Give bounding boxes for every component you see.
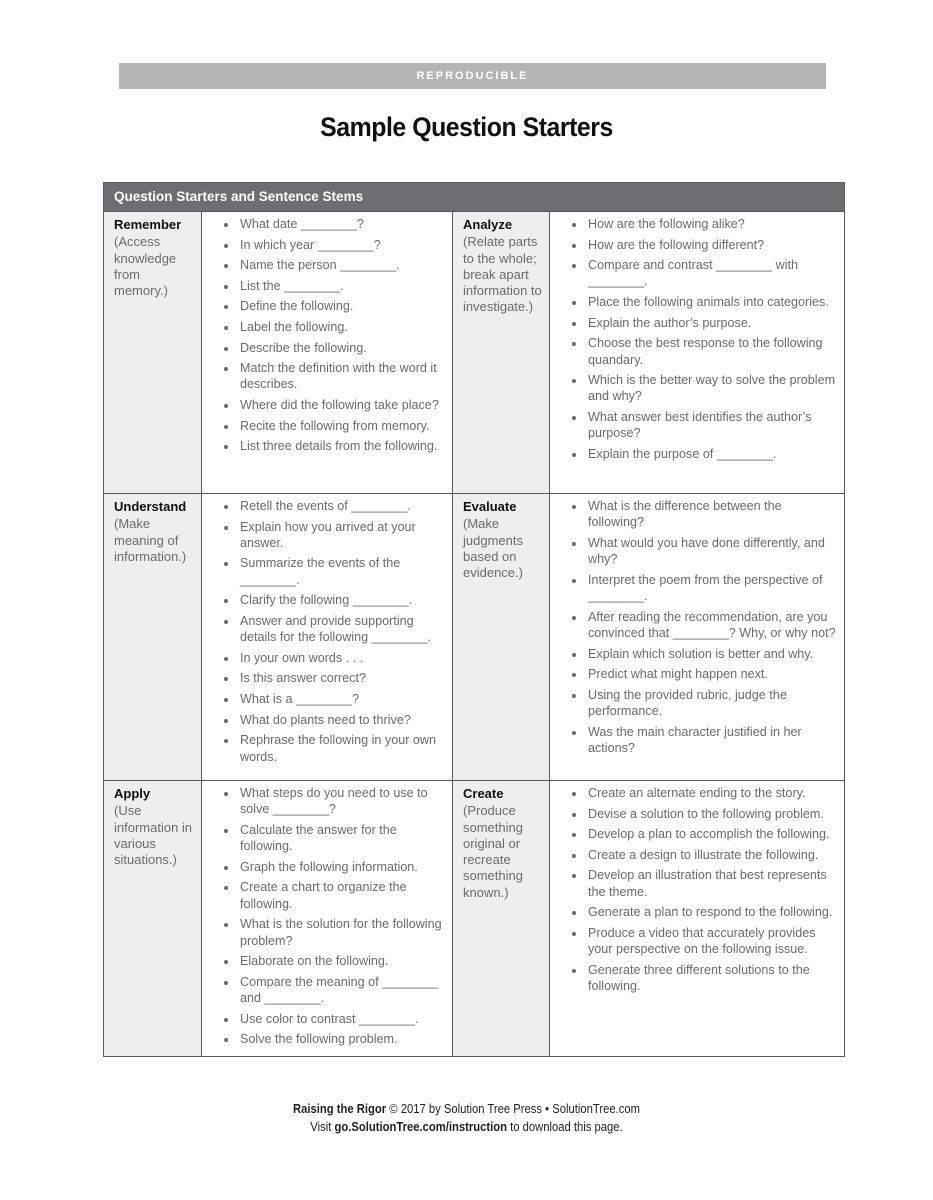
question-starter-item: • Is this answer correct? [238, 670, 446, 686]
question-starter-item: • Using the provided rubric, judge the performance. [586, 687, 838, 720]
question-starter-item: • List the ________. [238, 278, 446, 294]
evaluate-starters-list [550, 494, 844, 780]
category-description: (Make meaning of information.) [114, 516, 187, 564]
footer-visit-line [47, 1118, 887, 1136]
question-starter-item: • Graph the following information. [238, 859, 446, 875]
reproducible-banner: REPRODUCIBLE [119, 63, 826, 89]
question-starter-item: • Summarize the events of the ________. [238, 555, 446, 588]
question-starter-item: • Rephrase the following in your own words. [238, 732, 446, 765]
question-starter-item: • Solve the following problem. [238, 1031, 446, 1047]
question-starter-item: • Explain the purpose of ________. [586, 446, 838, 462]
question-starter-item: • How are the following different? [586, 237, 838, 253]
question-starter-item: • Compare and contrast ________ with ________. [586, 257, 838, 290]
question-starter-item: • Explain how you arrived at your answer. [238, 519, 446, 552]
question-starter-item: • Describe the following. [238, 340, 446, 356]
question-starters-table [103, 182, 845, 1057]
question-starter-item: • Generate a plan to respond to the following. [586, 904, 838, 920]
question-starter-item: • Develop an illustration that best represents the theme. [586, 867, 838, 900]
table-header: Question Starters and Sentence Stems [104, 183, 844, 211]
question-starter-item: • Compare the meaning of ________ and ________. [238, 974, 446, 1007]
category-analyze [452, 212, 550, 493]
question-starter-item: • What is the difference between the following? [586, 498, 838, 531]
question-starter-item: • What answer best identifies the author’s purpose? [586, 409, 838, 442]
category-remember [104, 212, 202, 493]
remember-starters-list [202, 212, 452, 493]
question-starter-item: • Generate three different solutions to the following. [586, 962, 838, 995]
category-description: (Produce something original or recreate something known.) [463, 803, 523, 900]
category-name: Understand [114, 499, 187, 514]
category-apply [104, 781, 202, 1056]
question-starter-item: • How are the following alike? [586, 216, 838, 232]
question-starter-item: • Produce a video that accurately provides your perspective on the following issue. [586, 925, 838, 958]
page-footer [47, 1100, 887, 1136]
create-starters-list [550, 781, 844, 1056]
question-starter-item: • Which is the better way to solve the problem and why? [586, 372, 838, 405]
page-title: Sample Question Starters [320, 112, 613, 142]
category-create [452, 781, 550, 1056]
question-starter-item: • Develop a plan to accomplish the following. [586, 826, 838, 842]
question-starter-item: • What date ________? [238, 216, 446, 232]
question-starter-item: • Explain the author’s purpose. [586, 315, 838, 331]
question-starter-item: • Match the definition with the word it describes. [238, 360, 446, 393]
download-url: go.SolutionTree.com/instruction [334, 1120, 507, 1134]
question-starter-item: • Label the following. [238, 319, 446, 335]
question-starter-item: • Interpret the poem from the perspective of ________. [586, 572, 838, 605]
book-title: Raising the Rigor [293, 1102, 387, 1116]
question-starter-item: • Name the person ________. [238, 257, 446, 273]
question-starter-item: • Answer and provide supporting details for the following ________. [238, 613, 446, 646]
category-evaluate [452, 494, 550, 780]
understand-starters-list [202, 494, 452, 780]
category-name: Remember [114, 217, 182, 232]
question-starter-item: • Clarify the following ________. [238, 592, 446, 608]
question-starter-item: • Elaborate on the following. [238, 953, 446, 969]
category-name: Apply [114, 786, 151, 801]
question-starter-item: • Create a design to illustrate the following. [586, 847, 838, 863]
question-starter-item: • What do plants need to thrive? [238, 712, 446, 728]
category-description: (Make judgments based on evidence.) [463, 516, 523, 581]
question-starter-item: • Use color to contrast ________. [238, 1011, 446, 1027]
category-name: Create [463, 786, 504, 801]
table-row-remember-analyze [104, 211, 844, 493]
table-row-apply-create [104, 780, 844, 1056]
analyze-starters-list [550, 212, 844, 493]
question-starter-item: • In which year ________? [238, 237, 446, 253]
question-starter-item: • In your own words . . . [238, 650, 446, 666]
apply-starters-list [202, 781, 452, 1056]
question-starter-item: • Calculate the answer for the following. [238, 822, 446, 855]
question-starter-item: • Create an alternate ending to the story. [586, 785, 838, 801]
question-starter-item: • Devise a solution to the following problem. [586, 806, 838, 822]
category-description: (Access knowledge from memory.) [114, 234, 177, 299]
question-starter-item: • Explain which solution is better and why. [586, 646, 838, 662]
question-starter-item: • What would you have done differently, and why? [586, 535, 838, 568]
category-description: (Use information in various situations.) [114, 803, 193, 868]
category-description: (Relate parts to the whole; break apart information to investigate.) [463, 234, 542, 315]
question-starter-item: • Choose the best response to the following quandary. [586, 335, 838, 368]
question-starter-item: • Where did the following take place? [238, 397, 446, 413]
footer-copyright-line [47, 1100, 887, 1118]
question-starter-item: • Define the following. [238, 298, 446, 314]
category-name: Analyze [463, 217, 513, 232]
question-starter-item: • What is a ________? [238, 691, 446, 707]
question-starter-item: • Place the following animals into categories. [586, 294, 838, 310]
question-starter-item: • Create a chart to organize the following. [238, 879, 446, 912]
question-starter-item: • Was the main character justified in her actions? [586, 724, 838, 757]
question-starter-item: • Recite the following from memory. [238, 418, 446, 434]
copyright-text: © 2017 by Solution Tree Press • SolutionTree.com [386, 1102, 640, 1116]
question-starter-item: • Predict what might happen next. [586, 666, 838, 682]
question-starter-item: • After reading the recommendation, are you convinced that ________? Why, or why not? [586, 609, 838, 642]
table-row-understand-evaluate [104, 493, 844, 780]
visit-prefix: Visit [310, 1120, 335, 1134]
category-understand [104, 494, 202, 780]
question-starter-item: • List three details from the following. [238, 438, 446, 454]
category-name: Evaluate [463, 499, 517, 514]
visit-suffix: to download this page. [506, 1120, 623, 1134]
question-starter-item: • What is the solution for the following problem? [238, 916, 446, 949]
question-starter-item: • Retell the events of ________. [238, 498, 446, 514]
question-starter-item: • What steps do you need to use to solve ________? [238, 785, 446, 818]
